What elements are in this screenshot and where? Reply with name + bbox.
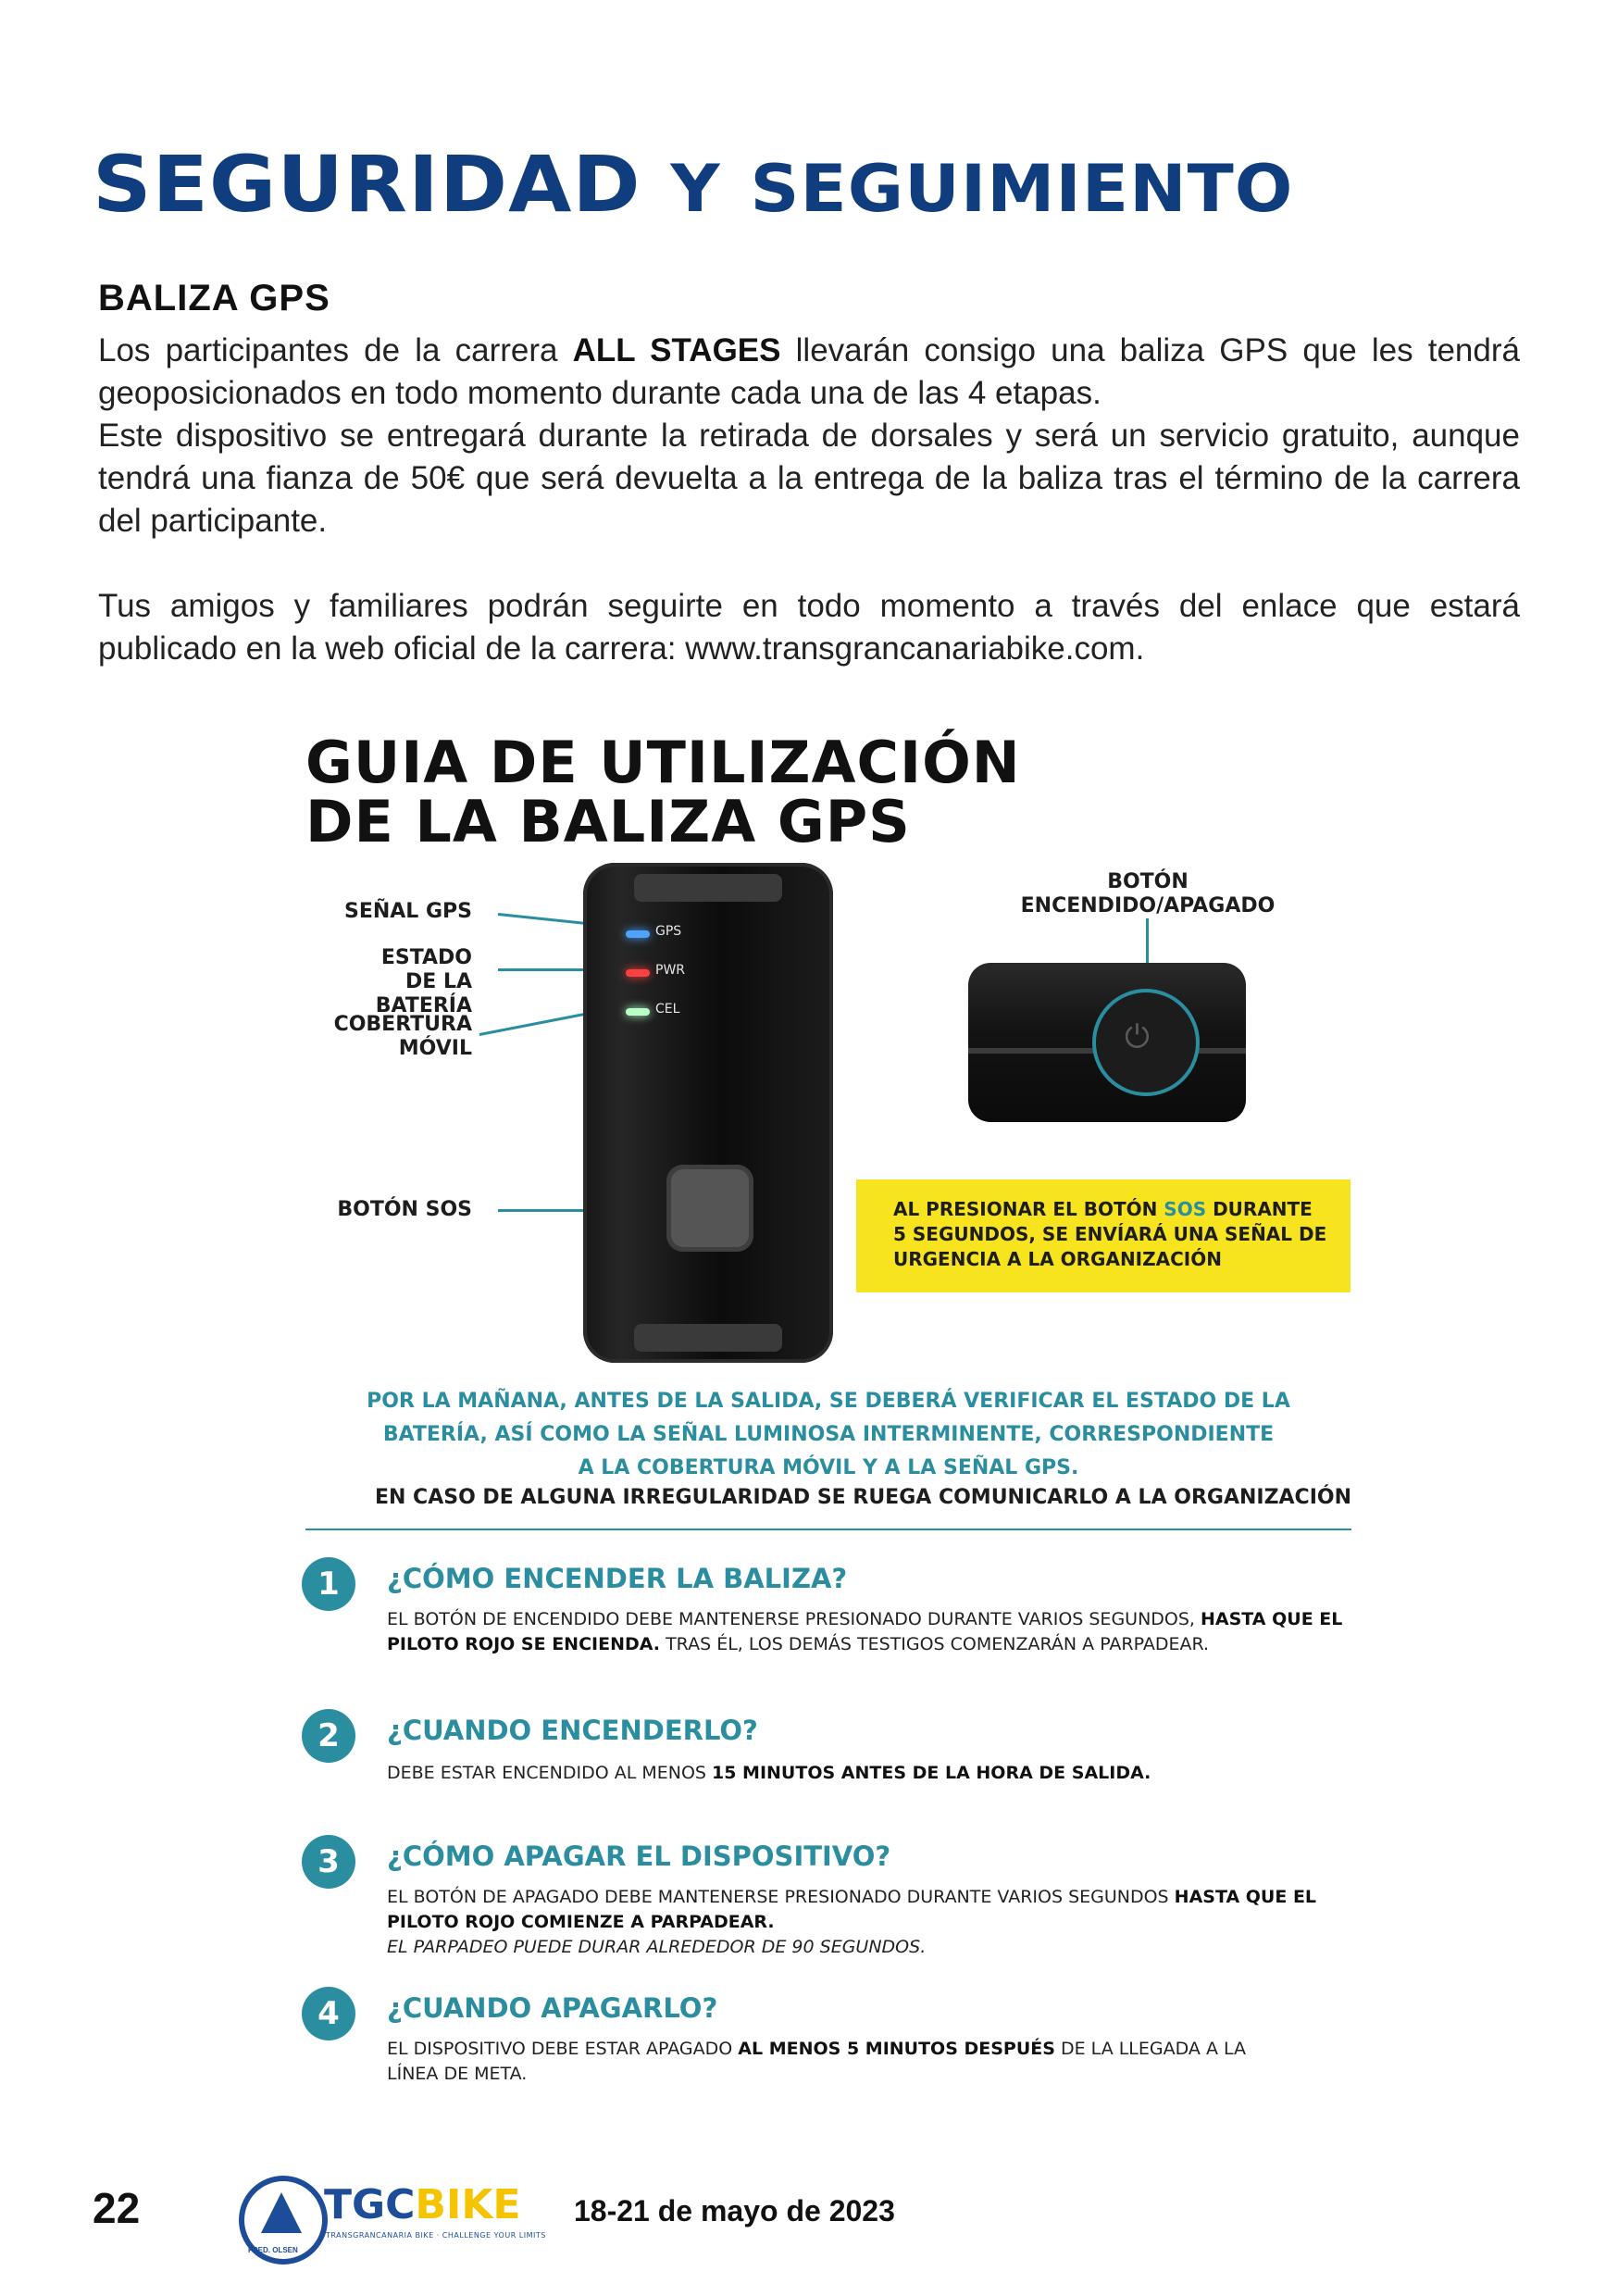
step-4-heading: ¿CUANDO APAGARLO? (387, 1992, 718, 2024)
title-word-3: SEGUIMIENTO (750, 151, 1294, 227)
step-3-italic-note: EL PARPADEO PUEDE DURAR ALREDEDOR DE 90 SEGUNDOS. (387, 1937, 927, 1957)
step-3-text-a: EL BOTÓN DE APAGADO DEBE MANTENERSE PRESIONADO DURANTE VARIOS SEGUNDOS (387, 1887, 1175, 1907)
step-1-body (387, 1607, 1359, 1657)
label-cell-line-1: COBERTURA (333, 1013, 472, 1036)
gps-led-icon (626, 930, 650, 938)
logo-sponsor-text: FRED. OLSEN (248, 2246, 298, 2254)
irregularity-notice: EN CASO DE ALGUNA IRREGULARIDAD SE RUEGA COMUNICARLO A LA ORGANIZACIÓN (374, 1486, 1351, 1509)
morning-check-text (305, 1385, 1351, 1485)
step-2-number: 2 (302, 1709, 355, 1763)
label-battery (305, 946, 472, 1018)
device-bottom-notch (634, 1324, 782, 1352)
divider (305, 1529, 1351, 1530)
step-2-bold: 15 MINUTOS ANTES DE LA HORA DE SALIDA. (712, 1763, 1151, 1783)
event-dates: 18-21 de mayo de 2023 (574, 2194, 895, 2227)
step-2-heading: ¿CUANDO ENCENDERLO? (387, 1715, 758, 1746)
step-1-text-a: EL BOTÓN DE ENCENDIDO DEBE MANTENERSE PRESIONADO DURANTE VARIOS SEGUNDOS, (387, 1609, 1201, 1629)
morning-line-2: BATERÍA, ASÍ COMO LA SEÑAL LUMINOSA INTERMINENTE, CORRESPONDIENTE (382, 1423, 1275, 1446)
label-cell-line-2: MÓVIL (398, 1037, 472, 1060)
morning-line-3: A LA COBERTURA MÓVIL Y A LA SEÑAL GPS. (578, 1456, 1079, 1479)
intro-bold: ALL STAGES (572, 332, 781, 368)
label-sos-button: BOTÓN SOS (337, 1198, 472, 1221)
cel-led-label: CEL (655, 1002, 680, 1017)
step-3-body (387, 1885, 1359, 1960)
step-4-bold: AL MENOS 5 MINUTOS DESPUÉS (738, 2039, 1055, 2059)
power-icon: ⏻ (1125, 1019, 1150, 1054)
step-3-bold: HASTA QUE EL PILOTO ROJO COMIENZE A PARPADEAR. (387, 1887, 1317, 1932)
step-4-number: 4 (302, 1987, 355, 2040)
cel-led-icon (626, 1008, 650, 1016)
label-gps-signal: SEÑAL GPS (343, 900, 472, 923)
step-1-heading: ¿CÓMO ENCENDER LA BALIZA? (387, 1563, 848, 1594)
logo-tagline: TRANSGRANCANARIA BIKE · CHALLENGE YOUR LIMITS (326, 2231, 546, 2240)
intro-text-c: Este dispositivo se entregará durante la retirada de dorsales y será un servicio gratuito, aunque tendrá una fianza de 50€ que será devuelta a la entrega de la baliza tras el término de la carrera del participante. (98, 418, 1520, 539)
logo-text-tgc: TGC (324, 2181, 416, 2228)
notice-text-b: DURANTE 5 SEGUNDOS, SE ENVÍARÁ UNA SEÑAL DE URGENCIA A LA ORGANIZACIÓN (893, 1198, 1327, 1270)
step-3-number: 3 (302, 1835, 355, 1889)
intro-text-a: Los participantes de la carrera (98, 332, 573, 368)
intro-paragraph (98, 330, 1520, 543)
pwr-led-icon (626, 969, 650, 977)
label-power-line-2: ENCENDIDO/APAGADO (1020, 894, 1276, 917)
tracking-paragraph: Tus amigos y familiares podrán seguirte en todo momento a través del enlace que estará publicado en la web oficial de la carrera: www.transgrancanariabike.com. (98, 588, 1520, 667)
notice-highlight: SOS (1164, 1198, 1207, 1220)
step-2-text-a: DEBE ESTAR ENCENDIDO AL MENOS (387, 1763, 712, 1783)
guide-title-line-1: GUIA DE UTILIZACIÓN (305, 729, 1021, 796)
intro-text-b: llevarán consigo una baliza GPS que les tendrá geoposicionados en todo momento durante cada una de las 4 etapas. (98, 332, 1520, 411)
step-1-number: 1 (302, 1557, 355, 1611)
step-2-body (387, 1761, 1359, 1786)
pwr-led-label: PWR (655, 963, 686, 978)
label-battery-line-1: ESTADO (380, 946, 472, 969)
label-power-button (1009, 870, 1287, 918)
logo-wordmark (324, 2181, 520, 2228)
step-3-heading: ¿CÓMO APAGAR EL DISPOSITIVO? (387, 1841, 891, 1872)
label-battery-line-2: DE LA BATERÍA (375, 970, 472, 1017)
label-cell-coverage (305, 1013, 472, 1061)
step-1-text-c: TRAS ÉL, LOS DEMÁS TESTIGOS COMENZARÁN A PARPADEAR. (660, 1634, 1210, 1654)
title-word-2: Y (670, 151, 721, 227)
title-word-1: SEGURIDAD (93, 139, 641, 230)
guide-title-line-2: DE LA BALIZA GPS (305, 788, 911, 855)
guide-title (305, 729, 1021, 855)
section-heading: BALIZA GPS (98, 278, 330, 318)
step-4-text-a: EL DISPOSITIVO DEBE ESTAR APAGADO (387, 2039, 739, 2059)
gps-led-label: GPS (655, 924, 682, 939)
sos-notice-text (893, 1197, 1328, 1272)
label-power-line-1: BOTÓN (1107, 870, 1189, 893)
sos-button-icon (666, 1165, 753, 1252)
step-4-text-c: DE LA LLEGADA A LA LÍNEA DE META. (387, 2039, 1247, 2084)
step-1-bold: HASTA QUE EL PILOTO ROJO SE ENCIENDA. (387, 1609, 1343, 1654)
page-title (93, 139, 1293, 230)
gps-device-front (583, 863, 833, 1363)
step-4-body (387, 2037, 1248, 2087)
page-number: 22 (93, 2184, 141, 2232)
notice-text-a: AL PRESIONAR EL BOTÓN (893, 1198, 1164, 1220)
device-top-notch (634, 874, 782, 902)
logo-text-bike: BIKE (415, 2181, 521, 2228)
morning-line-1: POR LA MAÑANA, ANTES DE LA SALIDA, SE DEBERÁ VERIFICAR EL ESTADO DE LA (367, 1390, 1290, 1413)
